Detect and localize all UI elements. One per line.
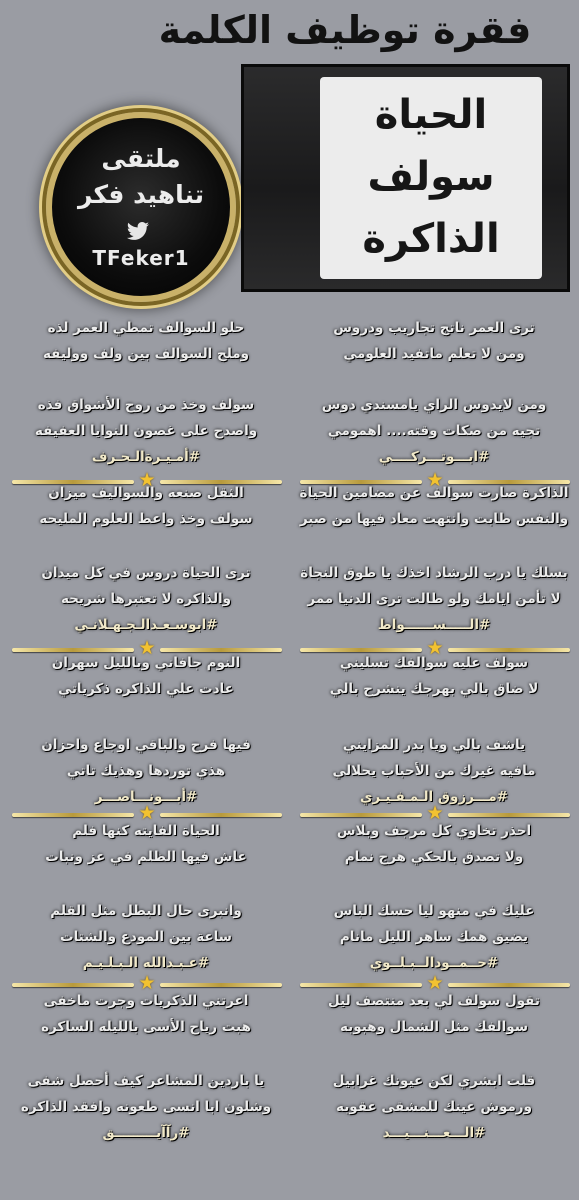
left-verse-1: [8, 315, 284, 367]
divider-bar: [160, 983, 282, 987]
verse-line: حلو السوالف تمطي العمر لذه: [47, 320, 245, 336]
poet-signature: #الـــــســــــواط: [377, 617, 491, 633]
title-box: [320, 77, 542, 279]
right-verse-1: [296, 315, 572, 367]
poet-signature: #حــمــودالــبـلــوي: [369, 955, 499, 971]
right-star-divider: [300, 802, 570, 825]
right-verse-4: [296, 560, 572, 638]
verse-line: قلت ابشري لكن عيونك غرابيل: [332, 1073, 536, 1089]
verse-line: سولف وخذ واعط العلوم المليحه: [39, 511, 253, 527]
verse-line: عليك في منهو ليا حسك الباس: [333, 903, 535, 919]
divider-bar: [300, 480, 422, 484]
verse-line: واصدح على غصون النوايا العفيفه: [34, 423, 258, 439]
verse-line: سولف وخذ من روح الأشواق فذه: [37, 397, 255, 413]
star-icon: ★: [426, 637, 444, 659]
badge-line2: تناهيد فكر: [77, 180, 205, 209]
title-line-3: الذاكرة: [362, 216, 500, 262]
star-icon: ★: [138, 469, 156, 491]
badge-handle: TFeker1: [92, 246, 190, 270]
verse-line: عادت علي الذاكره ذكرياتي: [58, 681, 234, 697]
verse-line: ياشف بالي ويا بدر المزايني: [342, 737, 526, 753]
left-verse-7: [8, 818, 284, 870]
poet-signature: #عـبـدالله الـبـلـيـم: [82, 955, 210, 971]
right-verse-2: [296, 392, 572, 470]
star-icon: ★: [138, 637, 156, 659]
star-icon: ★: [426, 469, 444, 491]
left-verse-8: [8, 898, 284, 976]
divider-bar: [160, 480, 282, 484]
verse-line: ساعة بين المودع والشتات: [60, 929, 232, 945]
right-star-divider: [300, 637, 570, 660]
left-verse-4: [8, 560, 284, 638]
verse-line: والذاكره لا تعتبرها شريحه: [60, 591, 232, 607]
twitter-bird-icon: [125, 222, 151, 242]
star-icon: ★: [138, 972, 156, 994]
divider-bar: [448, 648, 570, 652]
verse-line: وانبرى حال البطل مثل القلم: [50, 903, 242, 919]
left-star-divider: [12, 802, 282, 825]
right-star-divider: [300, 469, 570, 492]
badge-line1: ملتقى: [101, 144, 181, 173]
verse-line: وشلون ابا انسى طعونه وافقد الذاكره: [20, 1099, 272, 1115]
verse-line: هبت رياح الأسى بالليله الساكره: [41, 1019, 251, 1035]
verse-line: عاش فيها الظلم في عز ونبات: [45, 849, 247, 865]
divider-bar: [300, 648, 422, 652]
divider-bar: [300, 813, 422, 817]
verse-line: الذاكرة صارت سوالف عن مضامين الحياة: [299, 485, 569, 501]
verse-line: اعرتني الذكريات وجرت ماخفى: [43, 993, 249, 1009]
verse-line: هذي توردها وهذيك تاتي: [66, 763, 226, 779]
verse-line: الثقل صنعه والسواليف ميزان: [48, 485, 244, 501]
poet-signature: #أمـيـرةالـحـرف: [91, 449, 201, 465]
verse-line: فيها فرح والباقي اوجاع واحزان: [41, 737, 251, 753]
title-panel: [241, 64, 570, 292]
divider-bar: [12, 480, 134, 484]
verse-line: تجيه من صكات وقته.... اهمومي: [327, 423, 541, 439]
right-verse-10: [296, 1068, 572, 1146]
left-verse-10: [8, 1068, 284, 1146]
left-verse-6: [8, 732, 284, 810]
verse-line: النوم جافاني وبالليل سهران: [51, 655, 241, 671]
verse-line: ورموش عينك للمشقى عقوبه: [336, 1099, 532, 1115]
right-verse-6: [296, 732, 572, 810]
divider-bar: [448, 813, 570, 817]
divider-bar: [160, 813, 282, 817]
verse-line: احذر تخاوي كل مرجف وبلاس: [336, 823, 532, 839]
poet-signature: #رآآيـــــــــق: [102, 1125, 190, 1141]
forum-badge-logo: [46, 112, 236, 302]
verse-line: سوالفك مثل الشمال وهبوبه: [340, 1019, 528, 1035]
title-line-1: الحياة: [374, 92, 488, 138]
verse-line: ترى العمر ناتج تجاريب ودروس: [333, 320, 535, 336]
verse-line: تقول سولف لي بعد منتصف ليل: [328, 993, 540, 1009]
verse-line: بسلك يا درب الرشاد اخذك يا طوق النجاة: [300, 565, 568, 581]
verse-line: الحياة الفايته كنها فلم: [72, 823, 220, 839]
title-line-2: سولف: [367, 154, 495, 200]
poet-signature: #ابوسـعـدالـجـهـلانـي: [74, 617, 218, 633]
left-star-divider: [12, 972, 282, 995]
star-icon: ★: [426, 802, 444, 824]
verse-line: لا تأمن ايامك ولو طالت ترى الدنيا ممر: [307, 591, 561, 607]
verse-line: ومن لايدوس الراي يامسندي دوس: [321, 397, 547, 413]
left-verse-2: [8, 392, 284, 470]
poet-signature: #ابـــوتـــركــــي: [378, 449, 490, 465]
verse-line: يضيق همك ساهر الليل مانام: [339, 929, 529, 945]
right-star-divider: [300, 972, 570, 995]
verse-line: ولا تصدق بالحكي هرج نمام: [344, 849, 524, 865]
left-verse-9: [8, 988, 284, 1040]
verse-line: سولف عليه سوالفك تسليني: [339, 655, 529, 671]
divider-bar: [12, 813, 134, 817]
poet-signature: #مـــرزوق الـمـفـيـري: [359, 789, 509, 805]
verse-line: لا ضاق بالي بهرجك ينشرح بالي: [329, 681, 539, 697]
right-verse-8: [296, 898, 572, 976]
divider-bar: [448, 983, 570, 987]
star-icon: ★: [426, 972, 444, 994]
poet-signature: #الـــعـــنـــيـــد: [382, 1125, 486, 1141]
divider-bar: [12, 648, 134, 652]
divider-bar: [300, 983, 422, 987]
star-icon: ★: [138, 802, 156, 824]
page-title: فقرة توظيف الكلمة: [158, 8, 532, 52]
left-star-divider: [12, 637, 282, 660]
verse-line: يا باردين المشاعر كيف أحصل شفى: [27, 1073, 265, 1089]
left-star-divider: [12, 469, 282, 492]
divider-bar: [448, 480, 570, 484]
right-verse-9: [296, 988, 572, 1040]
divider-bar: [160, 648, 282, 652]
verse-line: مافيه غيرك من الأحباب يحلالي: [332, 763, 536, 779]
verse-line: ترى الحياة دروس في كل ميدان: [41, 565, 251, 581]
poet-signature: #أبـــونـــاصـــر: [94, 789, 198, 805]
verse-line: وملح السوالف بين ولف ووليفه: [43, 346, 249, 362]
right-verse-7: [296, 818, 572, 870]
divider-bar: [12, 983, 134, 987]
verse-line: ومن لا تعلم ماتفيد العلومي: [343, 346, 525, 362]
verse-line: والنفس طابت وانتهت معاد فيها من صبر: [299, 511, 569, 527]
